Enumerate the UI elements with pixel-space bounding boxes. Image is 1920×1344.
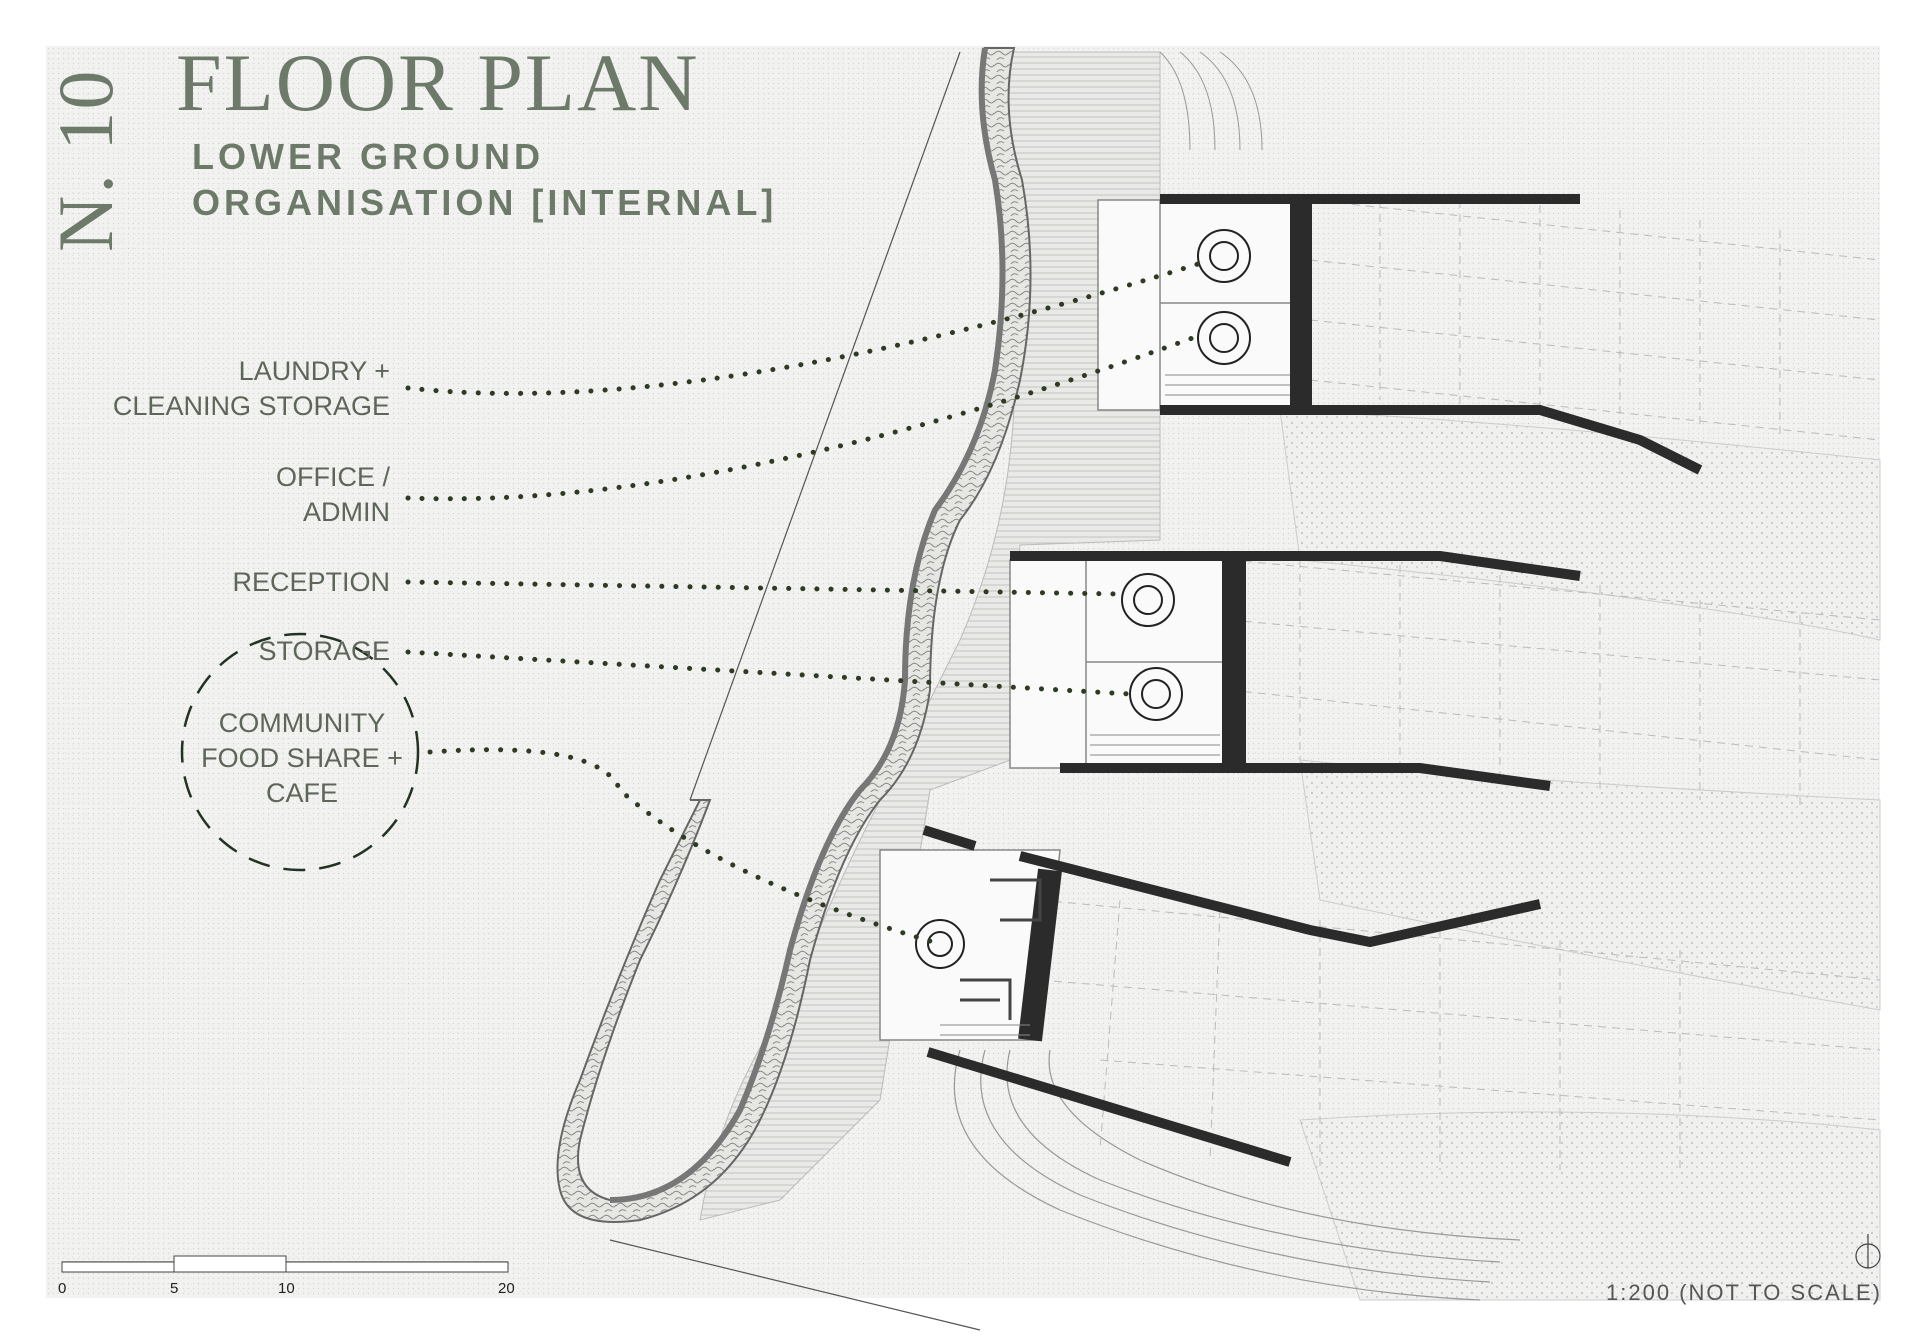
label-community-line-1: COMMUNITY (218, 708, 386, 738)
landscape-area (1280, 410, 1880, 640)
scale-bar (62, 1256, 508, 1272)
sheet-number-text: N. 10 (42, 68, 129, 252)
label-community-line-3: CAFE (265, 778, 338, 808)
building-block-2 (1010, 556, 1580, 786)
terrace-steps (1160, 52, 1262, 150)
label-community (172, 706, 432, 811)
label-storage: STORAGE (258, 636, 390, 666)
scale-note: 1:200 (NOT TO SCALE) (1606, 1280, 1882, 1305)
subtitle-line-1: LOWER GROUND (192, 136, 544, 177)
landscape-area-south (1300, 1112, 1880, 1300)
scale-tick-10: 10 (278, 1280, 295, 1297)
label-community-line-2: FOOD SHARE + (201, 743, 403, 773)
page-title: FLOOR PLAN (176, 37, 700, 128)
label-laundry-line-1: LAUNDRY + (238, 356, 390, 386)
subtitle-line-2: ORGANISATION [INTERNAL] (192, 182, 778, 223)
label-office-line-1: OFFICE / (276, 462, 390, 492)
landscape-area-lower (1300, 760, 1880, 1010)
label-reception: RECEPTION (232, 567, 390, 597)
label-office (276, 460, 390, 530)
label-laundry-line-2: CLEANING STORAGE (112, 391, 390, 421)
scale-tick-5: 5 (170, 1280, 179, 1297)
label-office-line-2: ADMIN (303, 497, 390, 527)
label-laundry (113, 354, 390, 424)
scale-tick-0: 0 (58, 1280, 67, 1297)
scale-tick-20: 20 (498, 1280, 515, 1297)
